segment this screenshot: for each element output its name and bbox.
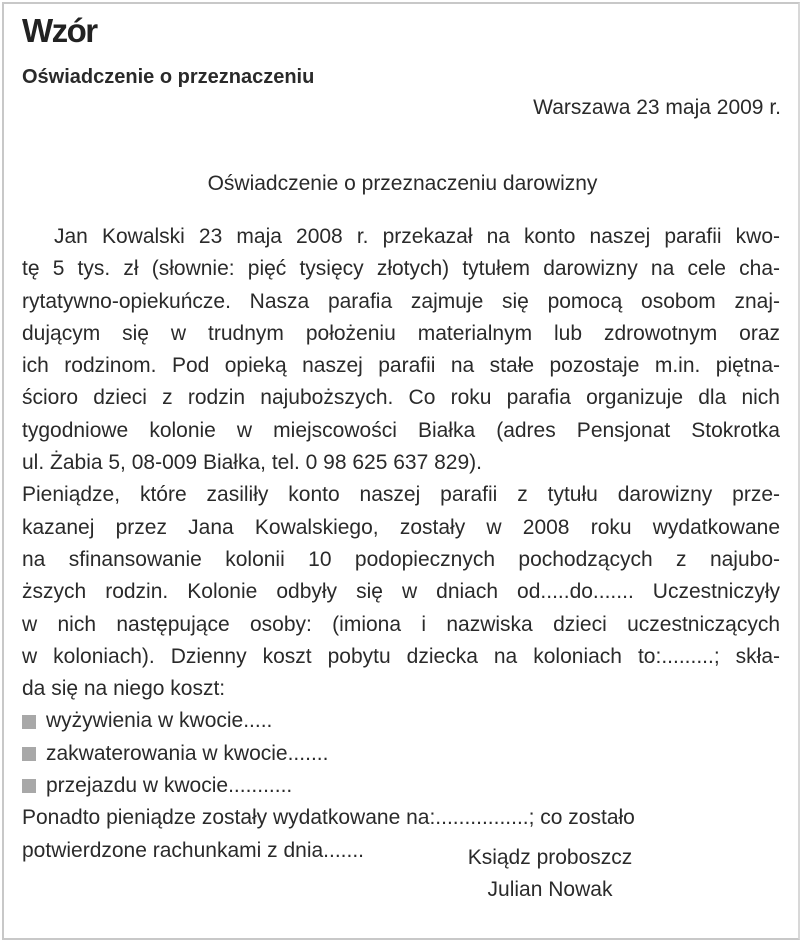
body-line: rytatywno-opiekuńcze. Nasza parafia zajmuje się pomocą osobom znaj- — [22, 289, 780, 313]
cost-bullet — [22, 770, 780, 802]
square-bullet-icon — [22, 779, 36, 793]
body-line: ścioro dzieci z rodzin najuboższych. Co roku parafia organizuje dla nich — [22, 386, 780, 410]
bullet-text: zakwaterowania w kwocie....... — [46, 741, 329, 765]
body-line: na sfinansowanie kolonii 10 podopiecznych pochodzących z najubo- — [22, 547, 780, 571]
body-line: kazanej przez Jana Kowalskiego, zostały w 2008 roku wydatkowane — [22, 515, 780, 539]
body-line: da się na niego koszt: — [22, 677, 226, 701]
body-line: dującym się w trudnym położeniu materialnym lub zdrowotnym oraz — [22, 321, 780, 345]
bullet-text: przejazdu w kwocie........... — [46, 774, 293, 798]
statement-heading: Oświadczenie o przeznaczeniu darowizny — [207, 172, 598, 195]
body-line: ższych rodzin. Kolonie odbyły się w dniach od.....do....... Uczestniczyły — [22, 580, 780, 604]
body-line: Jan Kowalski 23 maja 2008 r. przekazał na konto naszej parafii kwo- — [54, 225, 780, 248]
body-line: Pieniądze, które zasiliły konto naszej parafii z tytułu darowizny prze- — [22, 483, 780, 507]
body-line: w nich następujące osoby: (imiona i nazwiska dzieci uczestniczących — [22, 612, 780, 636]
body-line: potwierdzone rachunkami z dnia....... — [22, 838, 365, 862]
bullet-text: wyżywienia w kwocie..... — [46, 709, 273, 733]
signature-role: Ksiądz proboszcz — [467, 846, 633, 869]
place-date: Warszawa 23 maja 2009 r. — [533, 96, 781, 119]
body-line: tygodniowe kolonie w miejscowości Białka (adres Pensjonat Stokrotka — [22, 418, 780, 442]
document-subtitle: Oświadczenie o przeznaczeniu — [22, 66, 315, 88]
square-bullet-icon — [22, 715, 36, 729]
body-line: tę 5 tys. zł (słownie: pięć tysięcy złotych) tytułem darowizny na cele cha- — [22, 257, 780, 281]
statement-body — [22, 221, 780, 867]
body-line: ul. Żabia 5, 08-009 Białka, tel. 0 98 625 637 829). — [22, 451, 482, 475]
cost-bullet — [22, 705, 780, 737]
body-line: w koloniach). Dzienny koszt pobytu dziecka na koloniach to:.........; skła- — [22, 644, 780, 668]
body-line: Ponadto pieniądze zostały wydatkowane na:................; co zostało — [22, 806, 635, 830]
cost-bullet — [22, 738, 780, 770]
body-line: ich rodzinom. Pod opieką naszej parafii na stałe pozostaje m.in. piętna- — [22, 354, 780, 378]
signature-name: Julian Nowak — [487, 878, 613, 901]
square-bullet-icon — [22, 747, 36, 761]
document-title: Wzór — [22, 12, 97, 49]
